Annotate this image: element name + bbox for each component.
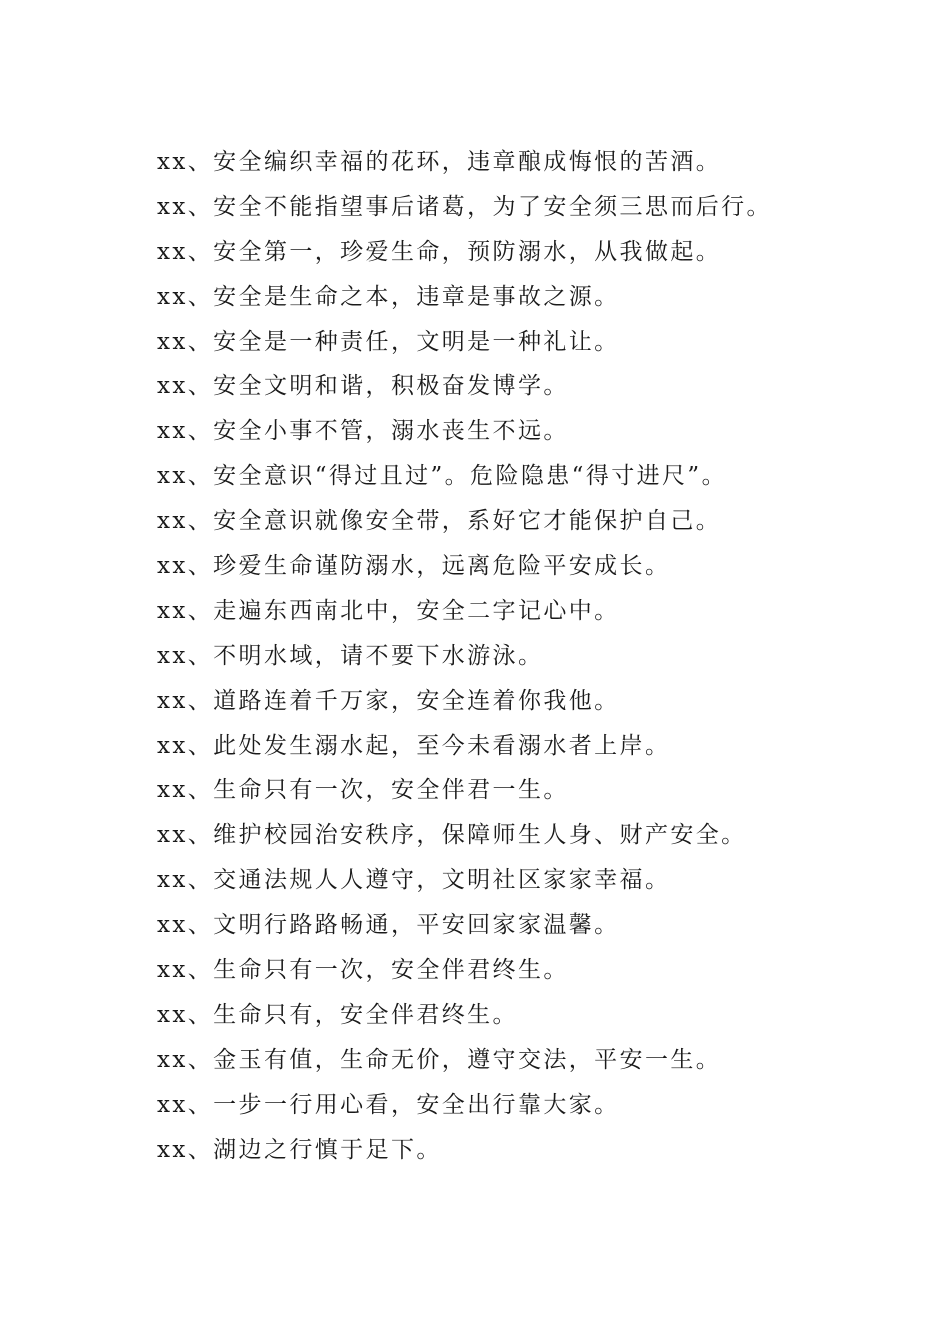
slogan-item: xx、金玉有值，生命无价，遵守交法，平安一生。 <box>157 1046 722 1073</box>
slogan-item: xx、维护校园治安秩序，保障师生人身、财产安全。 <box>157 822 747 849</box>
slogan-item: xx、文明行路路畅通，平安回家家温馨。 <box>157 912 620 939</box>
slogan-item: xx、安全不能指望事后诸葛，为了安全须三思而后行。 <box>157 193 772 220</box>
slogan-item: xx、不明水域，请不要下水游泳。 <box>157 642 544 669</box>
slogan-item: xx、安全编织幸福的花环，违章酿成悔恨的苦酒。 <box>157 149 722 175</box>
slogan-item: xx、安全第一，珍爱生命，预防溺水，从我做起。 <box>157 238 722 265</box>
slogan-item: xx、安全是生命之本，违章是事故之源。 <box>157 283 620 310</box>
slogan-item: xx、走遍东西南北中，安全二字记心中。 <box>157 597 620 624</box>
slogan-item: xx、一步一行用心看，安全出行靠大家。 <box>157 1091 620 1118</box>
slogan-item: xx、生命只有，安全伴君终生。 <box>157 1001 518 1028</box>
slogan-item: xx、生命只有一次，安全伴君终生。 <box>157 957 569 984</box>
slogan-item: xx、珍爱生命谨防溺水，远离危险平安成长。 <box>157 553 671 580</box>
slogan-item: xx、安全意识“得过且过”。危险隐患“得寸进尺”。 <box>157 463 727 490</box>
slogan-item: xx、安全是一种责任，文明是一种礼让。 <box>157 328 620 355</box>
slogan-item: xx、安全文明和谐，积极奋发博学。 <box>157 373 569 400</box>
slogan-item: xx、交通法规人人遵守，文明社区家家幸福。 <box>157 867 671 894</box>
slogan-item: xx、安全意识就像安全带，系好它才能保护自己。 <box>157 508 722 535</box>
slogan-item: xx、安全小事不管，溺水丧生不远。 <box>157 418 569 445</box>
slogan-item: xx、此处发生溺水起，至今未看溺水者上岸。 <box>157 732 671 759</box>
slogan-list <box>157 140 917 1172</box>
slogan-item: xx、道路连着千万家，安全连着你我他。 <box>157 687 620 714</box>
slogan-item: xx、湖边之行慎于足下。 <box>157 1136 442 1163</box>
slogan-item: xx、生命只有一次，安全伴君一生。 <box>157 777 569 804</box>
